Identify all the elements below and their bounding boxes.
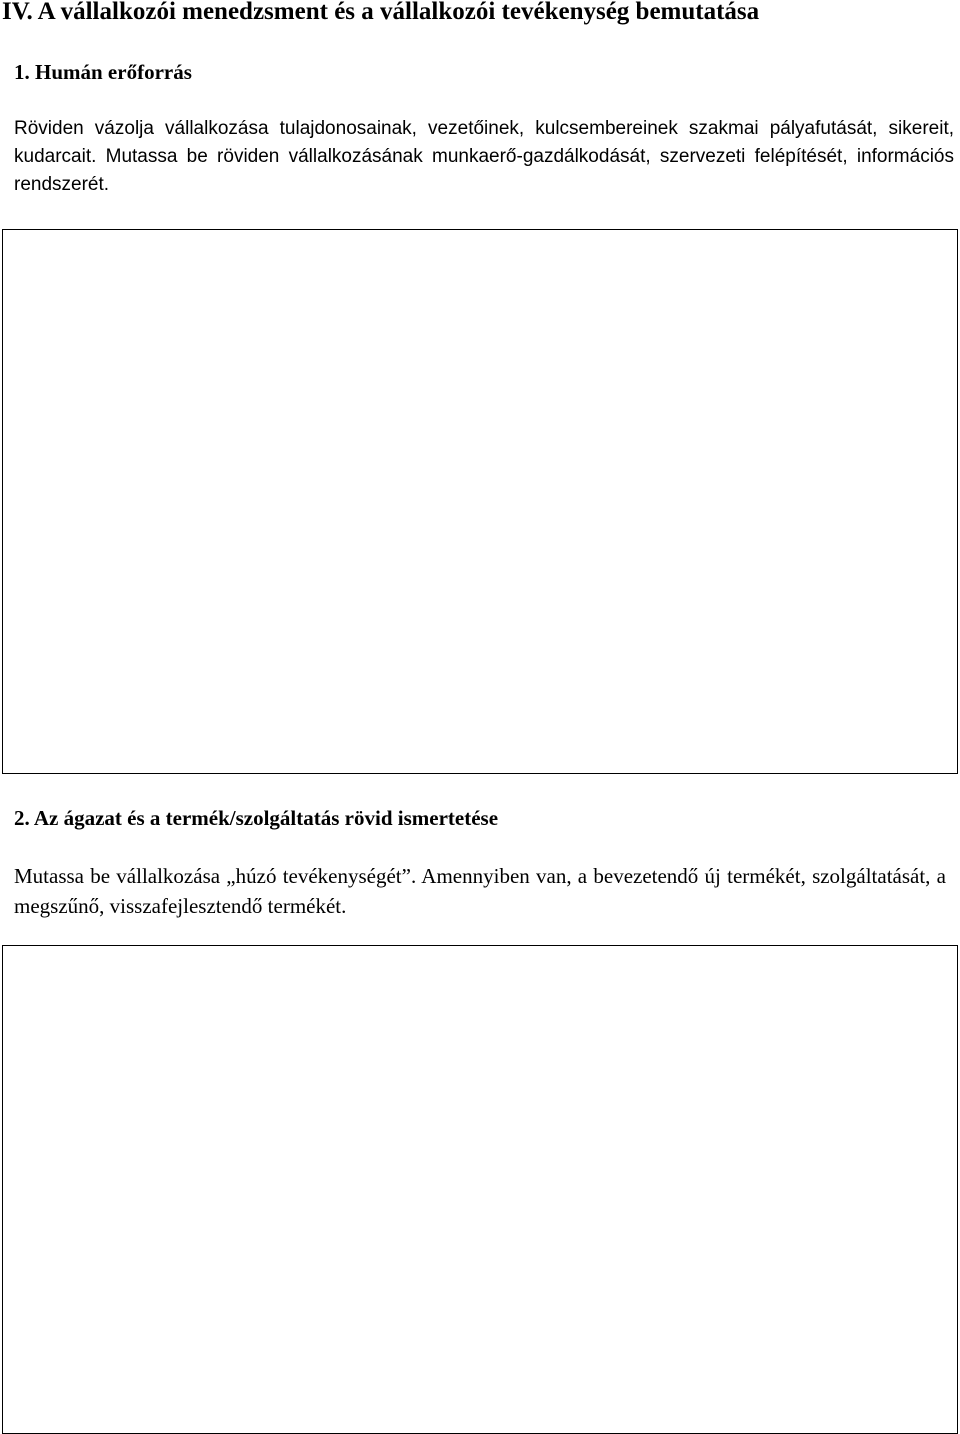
- section-instruction-industry-product: Mutassa be vállalkozása „húzó tevékenységét”. Amennyiben van, a bevezetendő új termékét, szolgáltatását, a megszűnő, visszafejlesztendő termékét.: [14, 864, 946, 918]
- answer-box-industry-product[interactable]: [2, 945, 958, 1434]
- section-heading-industry-product: 2. Az ágazat és a termék/szolgáltatás rövid ismertetése: [14, 806, 499, 830]
- section-instruction-human-resources: Röviden vázolja vállalkozása tulajdonosainak, vezetőinek, kulcsembereinek szakmai pályafutását, sikereit, kudarcait. Mutassa be röviden vállalkozásának munkaerő-gazdálkodását, szervezeti felépítését, információs rendszerét.: [14, 118, 954, 195]
- section-heading-human-resources: 1. Humán erőforrás: [14, 60, 192, 84]
- chapter-title: IV. A vállalkozói menedzsment és a vállalkozói tevékenység bemutatása: [2, 0, 760, 25]
- answer-box-human-resources[interactable]: [2, 229, 958, 774]
